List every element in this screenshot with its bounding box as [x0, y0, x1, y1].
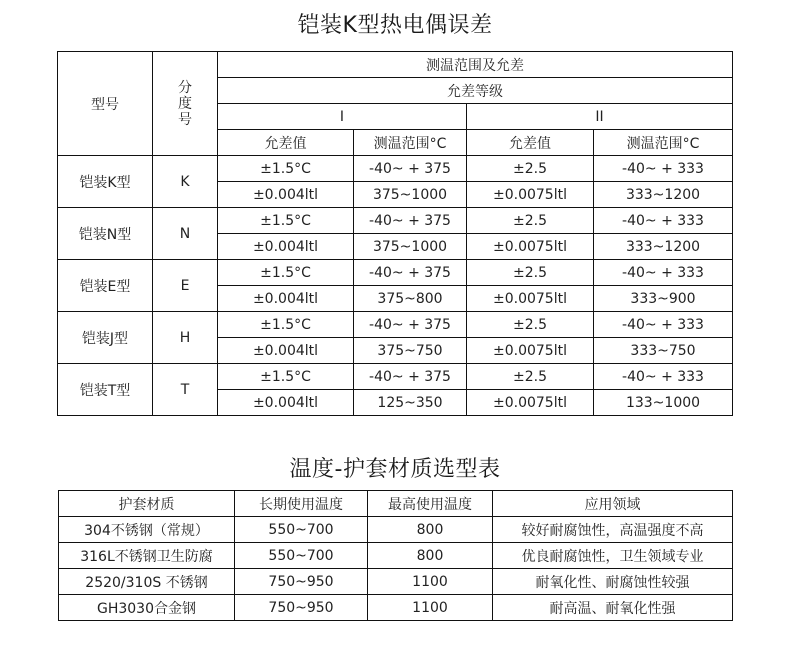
- header-tolerance-value-1: 允差值: [218, 130, 354, 156]
- header-division: [153, 52, 218, 156]
- header-range-and-tolerance: 测温范围及允差: [218, 52, 733, 78]
- table-row: [59, 595, 733, 621]
- range-2-cell: -40~ + 333: [594, 208, 733, 234]
- tolerance-1-cell: ±0.004ltl: [218, 286, 354, 312]
- division-cell: T: [153, 364, 218, 416]
- model-cell: 铠装J型: [58, 312, 153, 364]
- range-2-cell: 333~1200: [594, 182, 733, 208]
- range-1-cell: 125~350: [354, 390, 467, 416]
- table-row: [58, 156, 733, 182]
- range-1-cell: -40~ + 375: [354, 208, 467, 234]
- tolerance-1-cell: ±1.5°C: [218, 260, 354, 286]
- tolerance-2-cell: ±2.5: [467, 260, 594, 286]
- range-2-cell: 333~750: [594, 338, 733, 364]
- header-tolerance-grade: 允差等级: [218, 78, 733, 104]
- header-division-char: 号: [178, 111, 192, 128]
- division-cell: N: [153, 208, 218, 260]
- table2-title: 温度-护套材质选型表: [289, 457, 501, 482]
- range-2-cell: -40~ + 333: [594, 260, 733, 286]
- max-temp-cell: 800: [368, 543, 493, 569]
- range-1-cell: -40~ + 375: [354, 156, 467, 182]
- tolerance-1-cell: ±1.5°C: [218, 208, 354, 234]
- range-2-cell: 133~1000: [594, 390, 733, 416]
- tolerance-2-cell: ±0.0075ltl: [467, 182, 594, 208]
- range-2-cell: -40~ + 333: [594, 364, 733, 390]
- max-temp-cell: 1100: [368, 569, 493, 595]
- division-cell: H: [153, 312, 218, 364]
- header-tolerance-value-2: 允差值: [467, 130, 594, 156]
- header-max-temp: 最高使用温度: [368, 491, 493, 517]
- material-cell: 316L不锈钢卫生防腐: [59, 543, 235, 569]
- table-row: [59, 543, 733, 569]
- range-1-cell: -40~ + 375: [354, 364, 467, 390]
- long-term-temp-cell: 550~700: [235, 543, 368, 569]
- tolerance-2-cell: ±2.5: [467, 156, 594, 182]
- table-row: [58, 364, 733, 390]
- long-term-temp-cell: 750~950: [235, 569, 368, 595]
- range-2-cell: 333~1200: [594, 234, 733, 260]
- material-cell: 2520/310S 不锈钢: [59, 569, 235, 595]
- header-grade-1: I: [218, 104, 467, 130]
- range-1-cell: 375~800: [354, 286, 467, 312]
- header-measure-range-1: 测温范围°C: [354, 130, 467, 156]
- table-row: [59, 569, 733, 595]
- header-measure-range-2: 测温范围°C: [594, 130, 733, 156]
- header-application: 应用领域: [493, 491, 733, 517]
- header-row-1: [58, 52, 733, 78]
- tolerance-2-cell: ±0.0075ltl: [467, 286, 594, 312]
- tolerance-1-cell: ±1.5°C: [218, 364, 354, 390]
- tolerance-1-cell: ±0.004ltl: [218, 234, 354, 260]
- application-cell: 耐氧化性、耐腐蚀性较强: [493, 569, 733, 595]
- model-cell: 铠装E型: [58, 260, 153, 312]
- long-term-temp-cell: 550~700: [235, 517, 368, 543]
- tolerance-1-cell: ±0.004ltl: [218, 182, 354, 208]
- tolerance-2-cell: ±0.0075ltl: [467, 338, 594, 364]
- max-temp-cell: 1100: [368, 595, 493, 621]
- range-2-cell: -40~ + 333: [594, 312, 733, 338]
- header-division-char: 度: [178, 95, 192, 112]
- application-cell: 耐高温、耐氧化性强: [493, 595, 733, 621]
- header-grade-2: II: [467, 104, 733, 130]
- application-cell: 优良耐腐蚀性，卫生领域专业: [493, 543, 733, 569]
- division-cell: K: [153, 156, 218, 208]
- tolerance-1-cell: ±1.5°C: [218, 312, 354, 338]
- tolerance-1-cell: ±1.5°C: [218, 156, 354, 182]
- material-cell: GH3030合金钢: [59, 595, 235, 621]
- tolerance-2-cell: ±2.5: [467, 364, 594, 390]
- table-row: [58, 208, 733, 234]
- range-1-cell: 375~1000: [354, 234, 467, 260]
- table-row: [58, 260, 733, 286]
- range-1-cell: -40~ + 375: [354, 260, 467, 286]
- header-division-char: 分: [178, 79, 192, 96]
- tolerance-1-cell: ±0.004ltl: [218, 390, 354, 416]
- header-long-term-temp: 长期使用温度: [235, 491, 368, 517]
- model-cell: 铠装N型: [58, 208, 153, 260]
- max-temp-cell: 800: [368, 517, 493, 543]
- sheath-material-table: [58, 490, 733, 621]
- range-2-cell: -40~ + 333: [594, 156, 733, 182]
- range-1-cell: 375~750: [354, 338, 467, 364]
- table-row: [59, 517, 733, 543]
- model-cell: 铠装T型: [58, 364, 153, 416]
- division-cell: E: [153, 260, 218, 312]
- header-row: [59, 491, 733, 517]
- tolerance-2-cell: ±2.5: [467, 312, 594, 338]
- header-material: 护套材质: [59, 491, 235, 517]
- range-1-cell: -40~ + 375: [354, 312, 467, 338]
- tolerance-2-cell: ±0.0075ltl: [467, 234, 594, 260]
- tolerance-1-cell: ±0.004ltl: [218, 338, 354, 364]
- tolerance-2-cell: ±0.0075ltl: [467, 390, 594, 416]
- table-row: [58, 312, 733, 338]
- thermocouple-error-table: [57, 51, 733, 416]
- long-term-temp-cell: 750~950: [235, 595, 368, 621]
- header-model: 型号: [58, 52, 153, 156]
- table1-title: 铠装K型热电偶误差: [297, 13, 493, 38]
- model-cell: 铠装K型: [58, 156, 153, 208]
- range-1-cell: 375~1000: [354, 182, 467, 208]
- range-2-cell: 333~900: [594, 286, 733, 312]
- material-cell: 304不锈钢（常规）: [59, 517, 235, 543]
- application-cell: 较好耐腐蚀性，高温强度不高: [493, 517, 733, 543]
- tolerance-2-cell: ±2.5: [467, 208, 594, 234]
